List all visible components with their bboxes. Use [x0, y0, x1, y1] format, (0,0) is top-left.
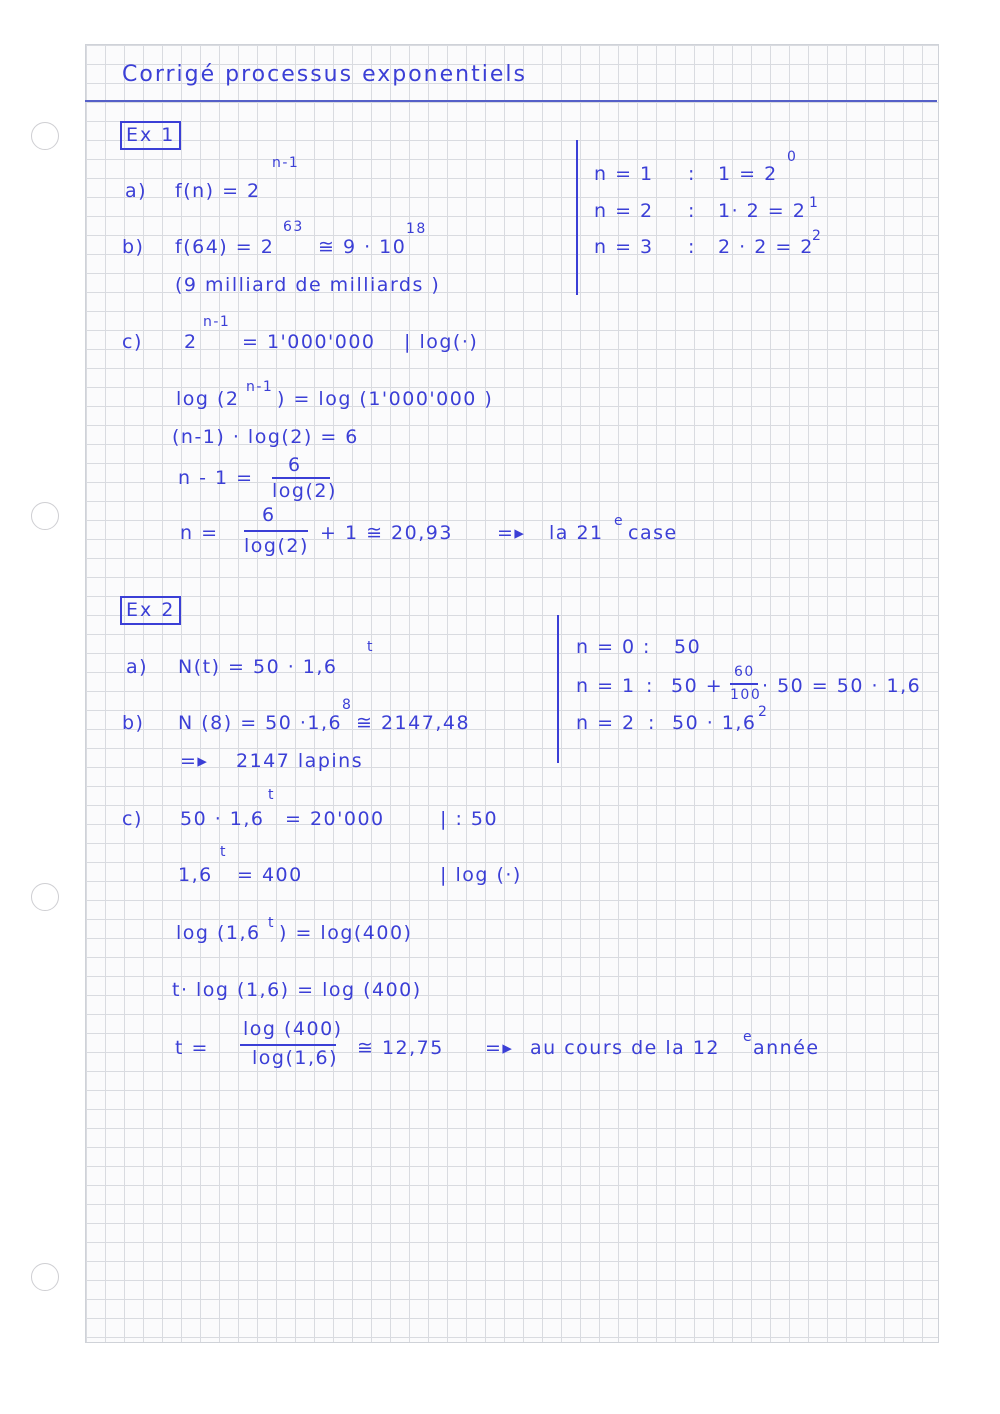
- ex1-b-note: (9 milliard de milliards ): [175, 274, 441, 296]
- ex2-c-operation: | : 50: [440, 808, 499, 830]
- ex1-c-letter: c): [122, 331, 143, 353]
- ex1-table-n: n = 2: [594, 200, 654, 222]
- ex2-c-line1: 1,6: [178, 864, 213, 886]
- ex1-c-base: 2: [184, 331, 198, 353]
- exercise-2-label: Ex 2: [120, 596, 181, 625]
- ex2-c-rhs: = 20'000: [285, 808, 385, 830]
- ex2-c-expression: 50 · 1,6: [180, 808, 265, 830]
- fraction-bar: [240, 1044, 336, 1046]
- ex1-table-val: 1· 2 = 2: [718, 200, 807, 222]
- ex2-c-line1-operation: | log (·): [440, 864, 522, 886]
- ex2-a-letter: a): [126, 656, 149, 678]
- ex1-c-operation: | log(·): [404, 331, 479, 353]
- fraction-bar: [272, 477, 330, 479]
- ex1-c-line1-exponent: n-1: [246, 379, 274, 395]
- ex1-table-exp: 1: [809, 195, 820, 211]
- fraction-bar: [244, 530, 308, 532]
- ex2-table-sep: :: [648, 712, 656, 734]
- ex1-b-letter: b): [122, 236, 145, 258]
- punch-hole: [31, 502, 59, 530]
- ex1-a-letter: a): [125, 180, 148, 202]
- ex2-table-fraction-denominator: 100: [730, 687, 762, 703]
- ex2-c-line2-left: log (1,6: [176, 922, 261, 944]
- ex2-a-exponent: t: [367, 639, 374, 655]
- ex2-table-divider: [557, 615, 559, 763]
- ex2-c-line4-end: année: [753, 1037, 820, 1059]
- ex1-a-exponent: n-1: [272, 155, 300, 171]
- ex1-c-line3-lhs: n - 1 =: [178, 467, 254, 489]
- ex2-b-exponent: 8: [342, 697, 353, 713]
- ex2-c-line4-denominator: log(1,6): [252, 1047, 339, 1069]
- ex1-c-line1-right: ) = log (1'000'000 ): [277, 388, 494, 410]
- ex2-table-exp: 2: [758, 704, 769, 720]
- ex1-c-exponent: n-1: [203, 314, 231, 330]
- ex2-c-line4-superscript: e: [743, 1029, 754, 1045]
- ex2-table-val: 50 +: [671, 675, 724, 697]
- ex1-c-line4-arrow: =▸: [497, 522, 526, 544]
- exercise-1-label: Ex 1: [120, 121, 181, 150]
- ex2-c-letter: c): [122, 808, 143, 830]
- ex1-c-line4-lhs: n =: [180, 522, 219, 544]
- ex1-c-line4-numerator: 6: [262, 504, 276, 526]
- ex2-c-line1-exponent: t: [220, 844, 227, 860]
- ex2-c-line1-rhs: = 400: [237, 864, 303, 886]
- ex2-a-expression: N(t) = 50 · 1,6: [178, 656, 338, 678]
- ex2-c-line4-result: ≅ 12,75: [357, 1037, 444, 1059]
- ex1-c-line4-end: case: [628, 522, 678, 544]
- ex1-c-line1-left: log (2: [176, 388, 240, 410]
- ex2-table-n: n = 0: [576, 636, 636, 658]
- ex1-b-exponent-2: 18: [406, 221, 427, 237]
- ex1-c-rhs: = 1'000'000: [242, 331, 376, 353]
- ex2-table-n: n = 2: [576, 712, 636, 734]
- ex2-c-line4-lhs: t =: [175, 1037, 209, 1059]
- page-title: Corrigé processus exponentiels: [122, 62, 527, 87]
- ex2-table-val: · 50 = 50 · 1,6: [762, 675, 922, 697]
- ex1-table-val: 2 · 2 = 2: [718, 236, 814, 258]
- ex2-table-n: n = 1: [576, 675, 636, 697]
- ex2-table-fraction-numerator: 60: [734, 664, 755, 680]
- ex1-table-n: n = 1: [594, 163, 654, 185]
- ex2-table-sep: :: [646, 675, 654, 697]
- ex1-c-line3-denominator: log(2): [272, 480, 337, 502]
- ex1-a-expression: f(n) = 2: [175, 180, 261, 202]
- ex1-b-exponent: 63: [283, 219, 304, 235]
- ex2-b-letter: b): [122, 712, 145, 734]
- ex1-c-line4-superscript: e: [614, 513, 625, 529]
- ex2-b-arrow: =▸: [180, 750, 209, 772]
- ex1-table-sep: :: [688, 200, 696, 222]
- ex2-c-line3: t· log (1,6) = log (400): [172, 979, 422, 1001]
- ex2-c-exponent: t: [268, 787, 275, 803]
- ex2-c-line2-exponent: t: [268, 915, 275, 931]
- ex2-b-conclusion: 2147 lapins: [236, 750, 364, 772]
- ex2-b-approx: ≅ 2147,48: [356, 712, 471, 734]
- ex2-table-val: 50 · 1,6: [672, 712, 757, 734]
- ex2-c-line4-arrow: =▸: [485, 1037, 514, 1059]
- punch-hole: [31, 122, 59, 150]
- ex1-c-line4-result: + 1 ≅ 20,93: [320, 522, 453, 544]
- ex1-b-approx: ≅ 9 · 10: [318, 236, 407, 258]
- ex2-table-sep: :: [643, 636, 651, 658]
- punch-hole: [31, 1263, 59, 1291]
- ex1-table-divider: [576, 140, 578, 295]
- ex1-table-exp: 2: [812, 228, 823, 244]
- ex2-c-line2-right: ) = log(400): [279, 922, 413, 944]
- ex1-table-sep: :: [688, 236, 696, 258]
- ex2-b-expression: N (8) = 50 ·1,6: [178, 712, 343, 734]
- ex1-table-sep: :: [688, 163, 696, 185]
- ex1-c-line2: (n-1) · log(2) = 6: [172, 426, 359, 448]
- ex1-c-line3-numerator: 6: [288, 454, 302, 476]
- ex1-table-val: 1 = 2: [718, 163, 778, 185]
- ex2-c-line4-numerator: log (400): [243, 1018, 343, 1040]
- ex1-c-line4-denominator: log(2): [244, 535, 309, 557]
- ex1-table-n: n = 3: [594, 236, 654, 258]
- ex2-table-val: 50: [674, 636, 702, 658]
- fraction-bar: [730, 683, 758, 685]
- ex1-table-exp: 0: [787, 149, 798, 165]
- punch-hole: [31, 883, 59, 911]
- ex1-b-expression: f(64) = 2: [175, 236, 275, 258]
- header-rule: [85, 100, 937, 102]
- ex2-c-line4-conclusion: au cours de la 12: [530, 1037, 721, 1059]
- ex1-c-line4-conclusion: la 21: [549, 522, 604, 544]
